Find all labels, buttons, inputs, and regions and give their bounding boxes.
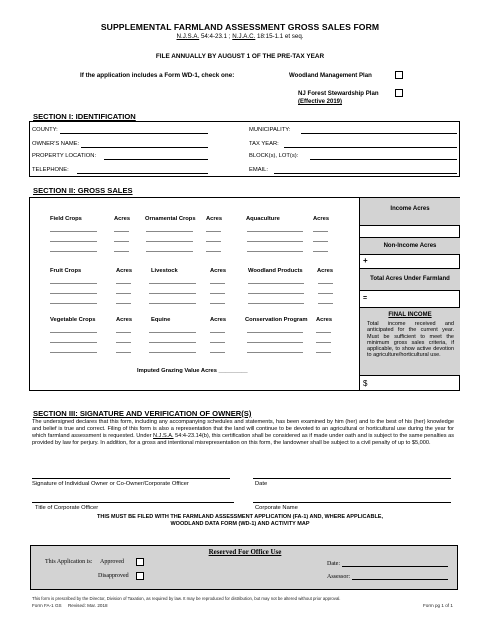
- acres-header: Acres: [116, 317, 133, 323]
- certification-text-1: The undersigned declares that this form, including any accompanying schedules and statements, has been examined by him (her) and to the best of his (her) knowledge and belief is true and correct. Filing of this form is also a representation that the land will continue to be devoted to an agricultural or horticultural use during the year for which farmland assessment is requested. Under: [32, 419, 454, 440]
- telephone-label: TELEPHONE:: [32, 167, 69, 173]
- plus-sign: +: [363, 256, 368, 265]
- filing-notice-2: WOODLAND DATA FORM (WD-1) AND ACTIVITY MAP: [170, 521, 310, 527]
- income-acres-field[interactable]: [360, 226, 460, 238]
- property-location-field[interactable]: [104, 159, 208, 160]
- ornamental-crops-header: Ornamental Crops: [145, 216, 196, 222]
- acres-header: Acres: [206, 216, 223, 222]
- block-lot-label: BLOCK(s), LOT(s):: [249, 153, 299, 159]
- equine-header: Equine: [151, 317, 171, 323]
- office-date-label: Date:: [327, 561, 340, 567]
- municipality-field[interactable]: [301, 133, 457, 134]
- acres-header: Acres: [210, 317, 227, 323]
- summary-column: [359, 198, 460, 391]
- acres-header: Acres: [210, 268, 227, 274]
- statute-reference: [0, 33, 480, 40]
- page-number: Form pg 1 of 1: [423, 603, 453, 608]
- certification-text-2: 54:4-23.14(b), this certification shall be considered as if made under oath and is subject to the same penalties as provided by law for perjury. In addition, for a gross and intentional misrepresentation on this form, the landowner shall be subject to a civil penalty of up to $5,000.: [32, 433, 455, 447]
- date-label: Date: [255, 481, 268, 487]
- statute-b-ref: 18:15-1.1 et seq.: [257, 33, 304, 40]
- officer-title-line[interactable]: [32, 502, 234, 503]
- section3-heading: SECTION III: SIGNATURE AND VERIFICATION OF OWNER(S): [33, 409, 252, 418]
- total-acres-field[interactable]: [360, 291, 460, 308]
- gross-sales-box: [29, 197, 460, 391]
- owner-signature-line[interactable]: [32, 478, 230, 479]
- fruit-crops-header: Fruit Crops: [50, 268, 82, 274]
- field-entry-rows[interactable]: [50, 228, 350, 256]
- imputed-grazing-label: Imputed Grazing Value Acres _________: [137, 368, 248, 374]
- telephone-field[interactable]: [77, 173, 208, 174]
- final-income-field[interactable]: [360, 376, 460, 391]
- woodland-plan-label: Woodland Management Plan: [289, 72, 372, 79]
- final-income-title: FINAL INCOME: [388, 312, 432, 318]
- acres-header: Acres: [317, 268, 334, 274]
- disapproved-label: Disapproved: [98, 573, 129, 579]
- application-is-label: This Application is:: [45, 559, 93, 565]
- acres-header: Acres: [114, 216, 131, 222]
- identification-box: [29, 121, 460, 177]
- forest-plan-effective: (Effective 2019): [298, 99, 343, 105]
- total-acres-header: [360, 269, 460, 291]
- total-acres-label: Total Acres Under Farmland: [370, 276, 450, 282]
- income-acres-label: Income Acres: [390, 206, 430, 212]
- approved-checkbox[interactable]: [136, 558, 144, 566]
- certification-statute: N.J.S.A.: [153, 433, 174, 440]
- approved-label: Approved: [100, 559, 124, 565]
- statute-a-ref: 54:4-23.1 ;: [200, 33, 231, 40]
- office-date-field[interactable]: [342, 566, 448, 567]
- assessor-label: Assessor:: [327, 574, 351, 580]
- fruit-entry-rows[interactable]: [50, 280, 350, 308]
- income-acres-header: [360, 198, 460, 226]
- footer-notice: This form is prescribed by the Director, Division of Taxation, as required by law. It may be reproduced for distribution, but may not be altered without prior approval.: [32, 596, 341, 601]
- email-label: EMAIL:: [249, 167, 269, 173]
- form-id: Form FA-1 GS Revised: Mar. 2018: [32, 603, 108, 608]
- non-income-acres-label: Non-Income Acres: [383, 243, 437, 249]
- field-crops-header: Field Crops: [50, 216, 82, 222]
- disapproved-checkbox[interactable]: [136, 572, 144, 580]
- final-income-text: Total income received and anticipated for the current year. Must be sufficient to meet the minimum gross sales criteria, if applicable, to show active devotion to agriculture/horticultural use.: [367, 321, 454, 359]
- owner-name-label: OWNER'S NAME:: [32, 141, 80, 147]
- property-location-label: PROPERTY LOCATION:: [32, 153, 97, 159]
- municipality-label: MUNICIPALITY:: [249, 127, 291, 133]
- county-label: COUNTY:: [32, 127, 58, 133]
- tax-year-label: TAX YEAR:: [249, 141, 279, 147]
- statute-b: N.J.A.C.: [232, 33, 256, 40]
- statute-a: N.J.S.A.: [176, 33, 200, 40]
- corporate-name-line[interactable]: [253, 502, 451, 503]
- acres-header: Acres: [313, 216, 330, 222]
- form-title: SUPPLEMENTAL FARMLAND ASSESSMENT GROSS SALES FORM: [100, 22, 380, 32]
- corporate-name-label: Corporate Name: [255, 505, 298, 511]
- block-lot-field[interactable]: [310, 159, 457, 160]
- office-use-box: [30, 545, 458, 590]
- filing-notice-1: THIS MUST BE FILED WITH THE FARMLAND ASSESSMENT APPLICATION (FA-1) AND, WHERE APPLICABLE,: [97, 514, 383, 520]
- owner-name-field[interactable]: [81, 147, 208, 148]
- woodland-products-header: Woodland Products: [248, 268, 303, 274]
- date-line[interactable]: [253, 478, 451, 479]
- email-field[interactable]: [274, 173, 457, 174]
- wd1-prompt: If the application includes a Form WD-1, check one:: [80, 72, 235, 79]
- office-use-title: Reserved For Office Use: [208, 548, 282, 556]
- conservation-program-header: Conservation Program: [245, 317, 308, 323]
- certification-paragraph: [32, 419, 454, 447]
- forest-plan-checkbox[interactable]: [395, 89, 403, 97]
- acres-header: Acres: [316, 317, 333, 323]
- officer-title-label: Title of Corporate Officer: [35, 505, 99, 511]
- equals-sign: =: [363, 295, 368, 302]
- file-notice: FILE ANNUALLY BY AUGUST 1 OF THE PRE-TAX YEAR: [155, 53, 325, 60]
- forest-plan-label: NJ Forest Stewardship Plan: [298, 90, 379, 97]
- vegetable-crops-header: Vegetable Crops: [50, 317, 96, 323]
- dollar-sign: $: [363, 379, 368, 388]
- section2-heading: SECTION II: GROSS SALES: [33, 186, 133, 195]
- acres-header: Acres: [116, 268, 133, 274]
- assessor-field[interactable]: [352, 579, 448, 580]
- livestock-header: Livestock: [151, 268, 178, 274]
- non-income-acres-header: [360, 238, 460, 255]
- non-income-acres-field[interactable]: [360, 255, 460, 269]
- final-income-panel: [360, 308, 460, 376]
- vegetable-entry-rows[interactable]: [50, 329, 350, 357]
- tax-year-field[interactable]: [284, 147, 457, 148]
- owner-signature-label: Signature of Individual Owner or Co-Owner/Corporate Officer: [32, 481, 189, 487]
- county-field[interactable]: [60, 133, 208, 134]
- section1-heading: SECTION I: IDENTIFICATION: [33, 112, 136, 121]
- woodland-plan-checkbox[interactable]: [395, 71, 403, 79]
- aquaculture-header: Aquaculture: [246, 216, 280, 222]
